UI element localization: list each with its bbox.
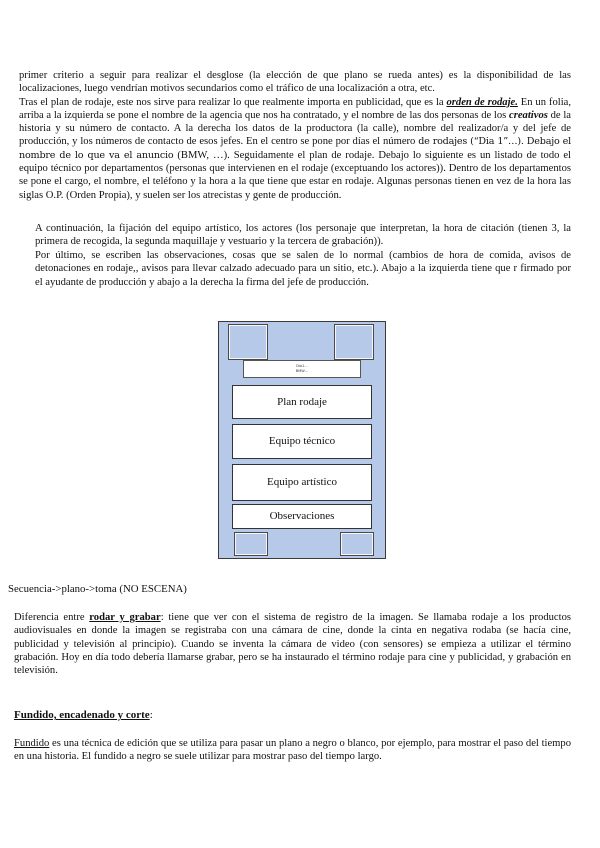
heading-colon: : — [149, 709, 153, 721]
diagram-top-right-box — [335, 325, 373, 359]
diagram-header-day: Dia1… — [296, 364, 308, 368]
paragraph-fundido — [14, 737, 571, 764]
diagram-observaciones-box: Observaciones — [232, 504, 372, 529]
diagram-header-box — [243, 360, 361, 378]
section-heading — [14, 709, 153, 721]
diagram-top-left-box — [229, 325, 267, 359]
paragraph-observaciones: Por último, se escriben las observaciones, cosas que se salen de lo normal (cambios de hora de comida, avisos de detonaciones en rodaje,, avisos para llevar calzado adecuado para un sitio, etc.). Abajo a la izquierda tiene que r firmado por el ayudante de producción y abajo a la derecha la firma del jefe de producción. — [35, 250, 571, 288]
term-rodar-y-grabar: rodar y grabar — [89, 612, 161, 623]
text-rodar-grabar-body: : tiene que ver con el sistema de registro de la imagen. Se llamaba rodaje a los productos audiovisuales en donde la imagen se registraba con una cámara de cine, donde la cinta en negativa rodaba (se hacía cine, publicidad y televisión al principio). Cuando se inventa la cámara de video (con sensores) se empieza a utilizar el término grabación. Hoy en día todo debería llamarse grabar, pero se ha instaurado el término rodaje para cine y publicidad, y grabación en televisión. — [14, 612, 571, 677]
text-diferencia: Diferencia entre — [14, 612, 90, 623]
text-agencia: En un folia, arriba a la izquierda se pone el nombre de la agencia que nos ha contratado, y el nombre de las dos personas de los — [19, 96, 571, 121]
text-desglose: primer criterio a seguir para realizar el desglose (la elección de que plano se rueda antes) es la disponibilidad de las localizaciones, luego vendrían motivos secundarios como el tráfico de una localización a otra, etc. — [19, 70, 571, 95]
text-orden-intro: Tras el plan de rodaje, este nos sirve para realizar lo que realmente importa en publicidad, que es la — [19, 96, 447, 108]
term-fundido: Fundido — [14, 738, 50, 749]
text-fundido-body: es una técnica de edición que se utiliza para pasar un plano a negro o blanco, por ejemplo, para mostrar el paso del tiempo en una historia. El fundido a negro se suele utilizar para mostrar paso del tiempo largo. — [14, 738, 571, 763]
heading-fundido-encadenado-corte: Fundido, encadenado y corte — [14, 709, 150, 721]
sequence-line: Secuencia->plano->toma (NO ESCENA) — [8, 583, 187, 595]
text-dias-rodaje: de rodajes (“Dia 1”…). Debajo el nombre de lo que va el anuncio — [19, 136, 571, 161]
orden-rodaje-diagram — [218, 321, 386, 559]
diagram-plan-rodaje-box: Plan rodaje — [232, 385, 372, 419]
paragraph-rodar-grabar — [14, 611, 571, 677]
term-orden-de-rodaje: orden de rodaje. — [446, 96, 518, 108]
diagram-bottom-left-box — [235, 533, 267, 555]
paragraph-desglose-orden-rodaje — [19, 69, 571, 202]
diagram-equipo-tecnico-box: Equipo técnico — [232, 424, 372, 459]
diagram-header-ad: BMW… — [295, 368, 309, 373]
diagram-bottom-right-box — [341, 533, 373, 555]
term-creativos: creativos — [509, 109, 548, 121]
text-productora: de la historia y su número de contacto. A la derecha los datos de la productora (la calle), nombre del realizador/a y del jefe de producción, y los números de contacto de esos jefes. En el centro se pone por días el número — [19, 109, 571, 148]
text-equipo-tecnico: (BMW, …). Seguidamente el plan de rodaje. Debajo lo siguiente es un listado de todo el equipo técnico por departamentos (personas que intervienen en el rodaje (exceptuando los actores)). Dentro de los departamentos se pone el cargo, el nombre, el teléfono y la hora a la que tiene que estar en rodaje. Algunas personas tienen en vez de la hora las siglas O.P. (Orden Propia), y suelen ser los atrecistas y gente de producción. — [19, 149, 571, 201]
paragraph-equipo-artistico: A continuación, la fijación del equipo artístico, los actores (los personaje que interpretan, la hora de citación (tienen 3, la primera de recogida, la segunda maquillaje y vestuario y la tercera de grabación)). — [35, 223, 571, 248]
diagram-equipo-artistico-box: Equipo artístico — [232, 464, 372, 501]
